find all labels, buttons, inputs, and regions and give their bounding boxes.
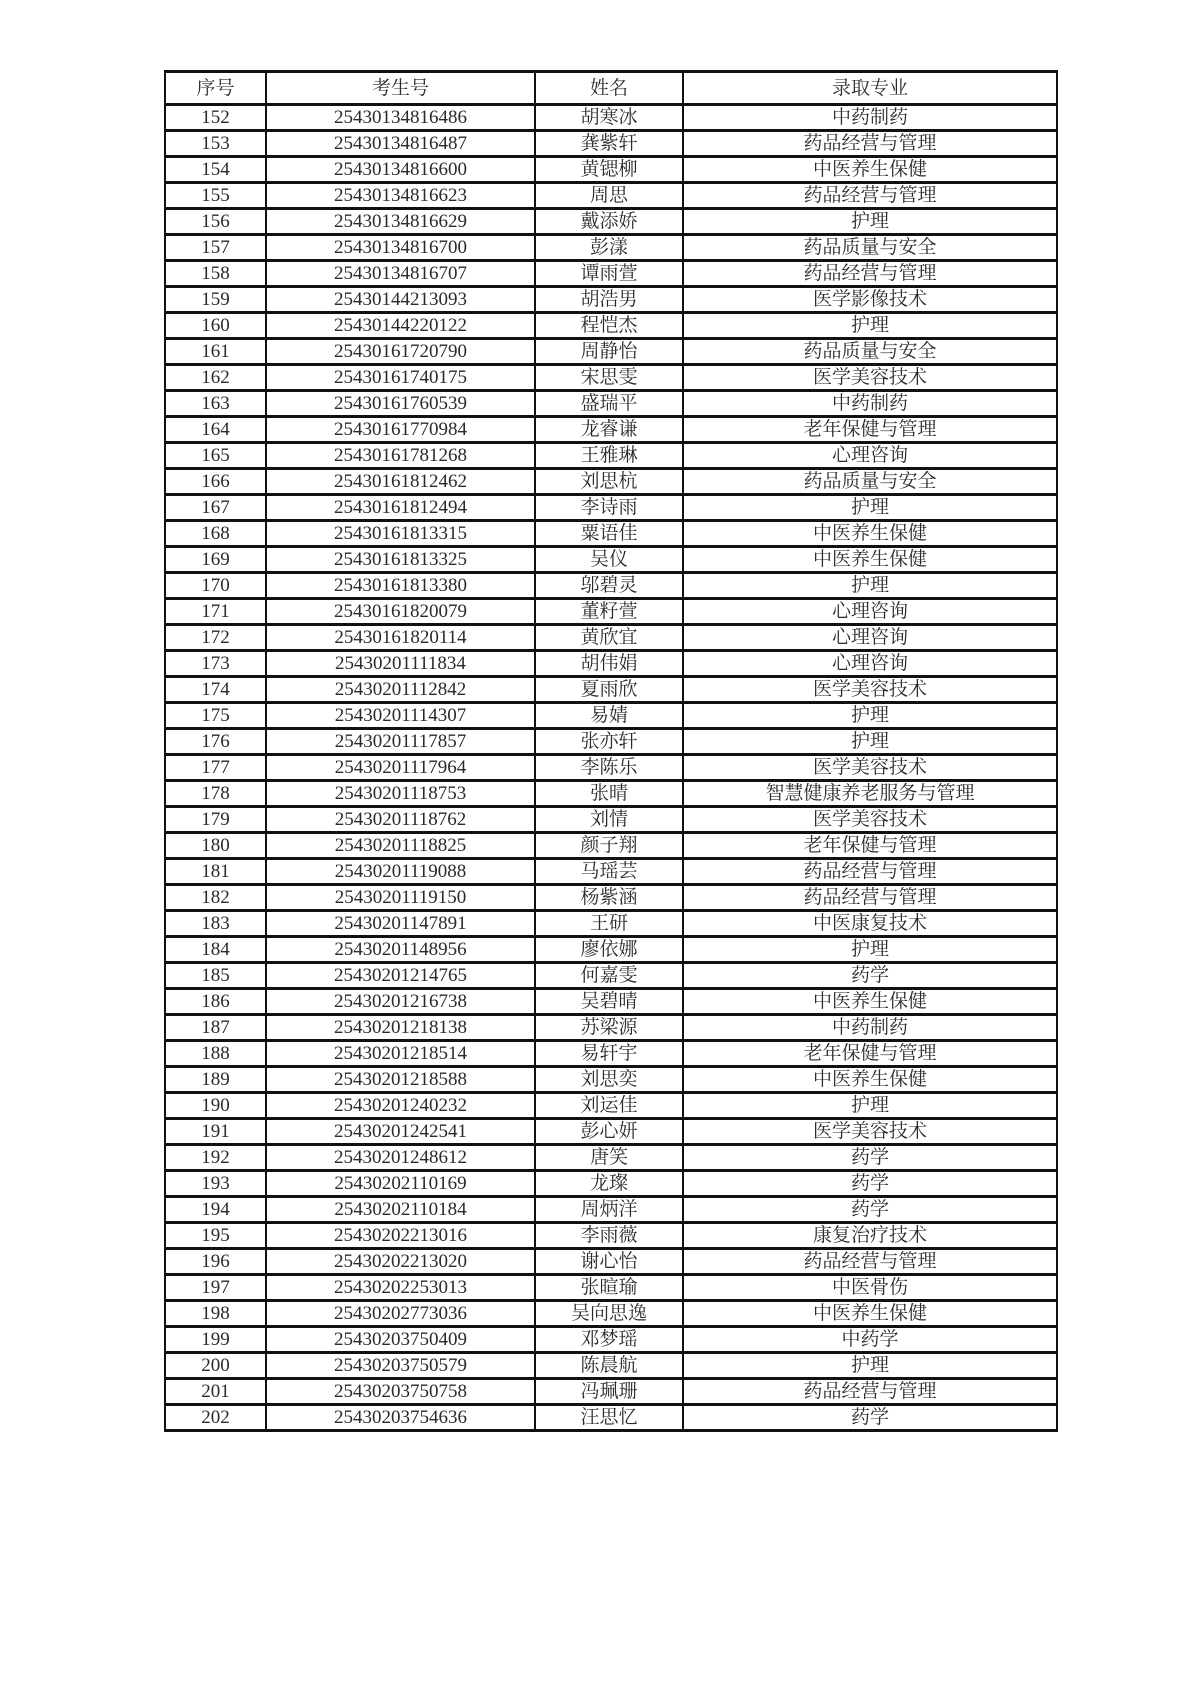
table-row [165, 573, 1057, 599]
cell-admitted-major: 药品经营与管理 [683, 1249, 1057, 1275]
cell-name: 胡伟娟 [535, 651, 683, 677]
cell-serial-number: 162 [165, 365, 266, 391]
cell-serial-number: 178 [165, 781, 266, 807]
table-header [165, 72, 1057, 105]
cell-serial-number: 183 [165, 911, 266, 937]
cell-candidate-number: 25430201218138 [266, 1015, 535, 1041]
cell-candidate-number: 25430201214765 [266, 963, 535, 989]
cell-name: 彭漾 [535, 235, 683, 261]
table-row [165, 313, 1057, 339]
cell-candidate-number: 25430201148956 [266, 937, 535, 963]
cell-name: 周思 [535, 183, 683, 209]
table-row [165, 703, 1057, 729]
cell-name: 谢心怡 [535, 1249, 683, 1275]
cell-name: 黄欣宜 [535, 625, 683, 651]
cell-serial-number: 161 [165, 339, 266, 365]
table-row [165, 287, 1057, 313]
cell-admitted-major: 药学 [683, 1171, 1057, 1197]
admission-table [164, 70, 1058, 1432]
table-row [165, 1379, 1057, 1405]
table-row [165, 989, 1057, 1015]
cell-serial-number: 168 [165, 521, 266, 547]
cell-candidate-number: 25430134816623 [266, 183, 535, 209]
cell-admitted-major: 医学美容技术 [683, 365, 1057, 391]
cell-candidate-number: 25430134816600 [266, 157, 535, 183]
cell-admitted-major: 药品经营与管理 [683, 183, 1057, 209]
cell-admitted-major: 康复治疗技术 [683, 1223, 1057, 1249]
cell-serial-number: 153 [165, 131, 266, 157]
cell-name: 周炳洋 [535, 1197, 683, 1223]
cell-admitted-major: 医学美容技术 [683, 1119, 1057, 1145]
table-row [165, 677, 1057, 703]
cell-name: 王雅琳 [535, 443, 683, 469]
cell-serial-number: 189 [165, 1067, 266, 1093]
cell-candidate-number: 25430144220122 [266, 313, 535, 339]
cell-admitted-major: 中医养生保健 [683, 1067, 1057, 1093]
cell-serial-number: 199 [165, 1327, 266, 1353]
cell-admitted-major: 护理 [683, 209, 1057, 235]
cell-serial-number: 167 [165, 495, 266, 521]
cell-name: 何嘉雯 [535, 963, 683, 989]
cell-serial-number: 179 [165, 807, 266, 833]
cell-name: 盛瑞平 [535, 391, 683, 417]
cell-name: 胡寒冰 [535, 105, 683, 131]
cell-admitted-major: 中医养生保健 [683, 1301, 1057, 1327]
cell-serial-number: 194 [165, 1197, 266, 1223]
cell-candidate-number: 25430203750409 [266, 1327, 535, 1353]
cell-admitted-major: 中医康复技术 [683, 911, 1057, 937]
table-row [165, 651, 1057, 677]
cell-candidate-number: 25430203750579 [266, 1353, 535, 1379]
table-row [165, 131, 1057, 157]
table-row [165, 1405, 1057, 1431]
table-row [165, 105, 1057, 131]
cell-serial-number: 181 [165, 859, 266, 885]
table-row [165, 1015, 1057, 1041]
cell-name: 刘思杭 [535, 469, 683, 495]
table-row [165, 1171, 1057, 1197]
cell-name: 龚紫轩 [535, 131, 683, 157]
cell-candidate-number: 25430161812494 [266, 495, 535, 521]
table-row [165, 807, 1057, 833]
cell-admitted-major: 护理 [683, 729, 1057, 755]
cell-name: 刘情 [535, 807, 683, 833]
cell-candidate-number: 25430201218588 [266, 1067, 535, 1093]
cell-admitted-major: 中医养生保健 [683, 521, 1057, 547]
cell-serial-number: 201 [165, 1379, 266, 1405]
cell-name: 刘运佳 [535, 1093, 683, 1119]
cell-candidate-number: 25430201119088 [266, 859, 535, 885]
cell-serial-number: 156 [165, 209, 266, 235]
cell-serial-number: 173 [165, 651, 266, 677]
table-row [165, 885, 1057, 911]
cell-candidate-number: 25430201218514 [266, 1041, 535, 1067]
table-row [165, 417, 1057, 443]
cell-name: 李诗雨 [535, 495, 683, 521]
cell-name: 马瑶芸 [535, 859, 683, 885]
table-row [165, 339, 1057, 365]
cell-admitted-major: 医学美容技术 [683, 755, 1057, 781]
table-row [165, 183, 1057, 209]
cell-admitted-major: 中药制药 [683, 105, 1057, 131]
cell-admitted-major: 中药制药 [683, 391, 1057, 417]
cell-name: 邓梦瑶 [535, 1327, 683, 1353]
cell-candidate-number: 25430161720790 [266, 339, 535, 365]
cell-serial-number: 152 [165, 105, 266, 131]
cell-candidate-number: 25430203750758 [266, 1379, 535, 1405]
cell-candidate-number: 25430161770984 [266, 417, 535, 443]
cell-name: 周静怡 [535, 339, 683, 365]
cell-name: 彭心妍 [535, 1119, 683, 1145]
cell-candidate-number: 25430202213016 [266, 1223, 535, 1249]
cell-serial-number: 200 [165, 1353, 266, 1379]
cell-name: 易婧 [535, 703, 683, 729]
cell-admitted-major: 心理咨询 [683, 599, 1057, 625]
cell-candidate-number: 25430161813325 [266, 547, 535, 573]
cell-serial-number: 195 [165, 1223, 266, 1249]
cell-name: 胡浩男 [535, 287, 683, 313]
table-row [165, 209, 1057, 235]
header-name: 姓名 [535, 72, 683, 105]
cell-name: 廖依娜 [535, 937, 683, 963]
table-row [165, 495, 1057, 521]
cell-name: 吴向思逸 [535, 1301, 683, 1327]
cell-admitted-major: 医学美容技术 [683, 677, 1057, 703]
header-admitted-major: 录取专业 [683, 72, 1057, 105]
cell-admitted-major: 老年保健与管理 [683, 417, 1057, 443]
cell-candidate-number: 25430161740175 [266, 365, 535, 391]
cell-name: 杨紫涵 [535, 885, 683, 911]
cell-name: 董籽萱 [535, 599, 683, 625]
cell-serial-number: 184 [165, 937, 266, 963]
cell-candidate-number: 25430134816486 [266, 105, 535, 131]
cell-serial-number: 188 [165, 1041, 266, 1067]
cell-admitted-major: 药品经营与管理 [683, 1379, 1057, 1405]
table-row [165, 833, 1057, 859]
cell-name: 程恺杰 [535, 313, 683, 339]
cell-name: 张暄瑜 [535, 1275, 683, 1301]
table-row [165, 1353, 1057, 1379]
cell-admitted-major: 药品质量与安全 [683, 339, 1057, 365]
cell-serial-number: 176 [165, 729, 266, 755]
cell-candidate-number: 25430161820114 [266, 625, 535, 651]
cell-serial-number: 155 [165, 183, 266, 209]
cell-name: 龙睿谦 [535, 417, 683, 443]
table-row [165, 469, 1057, 495]
cell-candidate-number: 25430201216738 [266, 989, 535, 1015]
cell-candidate-number: 25430202110184 [266, 1197, 535, 1223]
cell-serial-number: 175 [165, 703, 266, 729]
table-row [165, 911, 1057, 937]
cell-admitted-major: 药品质量与安全 [683, 235, 1057, 261]
cell-admitted-major: 中药学 [683, 1327, 1057, 1353]
cell-name: 李陈乐 [535, 755, 683, 781]
cell-serial-number: 159 [165, 287, 266, 313]
cell-serial-number: 198 [165, 1301, 266, 1327]
table-row [165, 625, 1057, 651]
cell-admitted-major: 护理 [683, 1353, 1057, 1379]
cell-serial-number: 174 [165, 677, 266, 703]
cell-serial-number: 177 [165, 755, 266, 781]
cell-candidate-number: 25430202253013 [266, 1275, 535, 1301]
cell-name: 邬碧灵 [535, 573, 683, 599]
cell-admitted-major: 护理 [683, 937, 1057, 963]
cell-admitted-major: 中医养生保健 [683, 547, 1057, 573]
table-row [165, 1223, 1057, 1249]
cell-candidate-number: 25430201114307 [266, 703, 535, 729]
cell-admitted-major: 中医骨伤 [683, 1275, 1057, 1301]
cell-admitted-major: 药学 [683, 1145, 1057, 1171]
cell-candidate-number: 25430134816487 [266, 131, 535, 157]
cell-admitted-major: 中医养生保健 [683, 157, 1057, 183]
cell-admitted-major: 老年保健与管理 [683, 833, 1057, 859]
table-row [165, 1327, 1057, 1353]
cell-serial-number: 164 [165, 417, 266, 443]
cell-candidate-number: 25430202110169 [266, 1171, 535, 1197]
cell-serial-number: 171 [165, 599, 266, 625]
cell-candidate-number: 25430203754636 [266, 1405, 535, 1431]
cell-admitted-major: 中药制药 [683, 1015, 1057, 1041]
table-row [165, 1197, 1057, 1223]
cell-admitted-major: 药品经营与管理 [683, 261, 1057, 287]
table-row [165, 755, 1057, 781]
table-row [165, 235, 1057, 261]
cell-serial-number: 186 [165, 989, 266, 1015]
cell-name: 戴添娇 [535, 209, 683, 235]
table-row [165, 521, 1057, 547]
table-row [165, 937, 1057, 963]
cell-candidate-number: 25430201118762 [266, 807, 535, 833]
table-row [165, 1041, 1057, 1067]
header-serial-number: 序号 [165, 72, 266, 105]
table-row [165, 547, 1057, 573]
cell-name: 粟语佳 [535, 521, 683, 547]
cell-name: 唐笑 [535, 1145, 683, 1171]
cell-admitted-major: 药学 [683, 1405, 1057, 1431]
cell-admitted-major: 老年保健与管理 [683, 1041, 1057, 1067]
table-row [165, 1119, 1057, 1145]
cell-serial-number: 202 [165, 1405, 266, 1431]
cell-serial-number: 157 [165, 235, 266, 261]
cell-candidate-number: 25430201248612 [266, 1145, 535, 1171]
cell-admitted-major: 中医养生保健 [683, 989, 1057, 1015]
cell-name: 苏梁源 [535, 1015, 683, 1041]
cell-name: 冯珮珊 [535, 1379, 683, 1405]
cell-admitted-major: 药品经营与管理 [683, 859, 1057, 885]
table-row [165, 391, 1057, 417]
cell-admitted-major: 护理 [683, 1093, 1057, 1119]
cell-serial-number: 191 [165, 1119, 266, 1145]
table-row [165, 261, 1057, 287]
cell-candidate-number: 25430161812462 [266, 469, 535, 495]
cell-candidate-number: 25430161813315 [266, 521, 535, 547]
cell-candidate-number: 25430201117964 [266, 755, 535, 781]
cell-admitted-major: 护理 [683, 313, 1057, 339]
cell-admitted-major: 护理 [683, 573, 1057, 599]
header-row [165, 72, 1057, 105]
table-row [165, 365, 1057, 391]
cell-name: 谭雨萱 [535, 261, 683, 287]
cell-admitted-major: 心理咨询 [683, 443, 1057, 469]
table-row [165, 729, 1057, 755]
cell-name: 王研 [535, 911, 683, 937]
cell-candidate-number: 25430161781268 [266, 443, 535, 469]
table-row [165, 1275, 1057, 1301]
cell-serial-number: 193 [165, 1171, 266, 1197]
cell-candidate-number: 25430201240232 [266, 1093, 535, 1119]
cell-serial-number: 172 [165, 625, 266, 651]
cell-name: 李雨薇 [535, 1223, 683, 1249]
admission-table-body [165, 105, 1057, 1431]
cell-candidate-number: 25430201112842 [266, 677, 535, 703]
cell-candidate-number: 25430201242541 [266, 1119, 535, 1145]
table-row [165, 443, 1057, 469]
table-row [165, 1067, 1057, 1093]
cell-serial-number: 154 [165, 157, 266, 183]
cell-name: 陈晨航 [535, 1353, 683, 1379]
cell-serial-number: 197 [165, 1275, 266, 1301]
table-row [165, 1249, 1057, 1275]
cell-name: 汪思忆 [535, 1405, 683, 1431]
cell-name: 张晴 [535, 781, 683, 807]
cell-admitted-major: 药品经营与管理 [683, 131, 1057, 157]
cell-candidate-number: 25430201118753 [266, 781, 535, 807]
cell-serial-number: 169 [165, 547, 266, 573]
cell-name: 易轩宇 [535, 1041, 683, 1067]
cell-candidate-number: 25430134816700 [266, 235, 535, 261]
cell-serial-number: 180 [165, 833, 266, 859]
cell-candidate-number: 25430201111834 [266, 651, 535, 677]
cell-name: 刘思奕 [535, 1067, 683, 1093]
cell-admitted-major: 心理咨询 [683, 625, 1057, 651]
header-candidate-number: 考生号 [266, 72, 535, 105]
table-row [165, 599, 1057, 625]
cell-serial-number: 165 [165, 443, 266, 469]
cell-serial-number: 160 [165, 313, 266, 339]
cell-admitted-major: 医学美容技术 [683, 807, 1057, 833]
table-row [165, 859, 1057, 885]
cell-candidate-number: 25430161820079 [266, 599, 535, 625]
table-row [165, 157, 1057, 183]
cell-serial-number: 185 [165, 963, 266, 989]
table-row [165, 1145, 1057, 1171]
cell-candidate-number: 25430134816629 [266, 209, 535, 235]
cell-name: 吴仪 [535, 547, 683, 573]
cell-admitted-major: 药品经营与管理 [683, 885, 1057, 911]
cell-name: 颜子翔 [535, 833, 683, 859]
cell-admitted-major: 护理 [683, 703, 1057, 729]
cell-serial-number: 187 [165, 1015, 266, 1041]
cell-serial-number: 163 [165, 391, 266, 417]
cell-candidate-number: 25430202773036 [266, 1301, 535, 1327]
cell-serial-number: 196 [165, 1249, 266, 1275]
table-row [165, 1301, 1057, 1327]
cell-candidate-number: 25430201147891 [266, 911, 535, 937]
table-row [165, 963, 1057, 989]
cell-admitted-major: 药品质量与安全 [683, 469, 1057, 495]
cell-name: 龙璨 [535, 1171, 683, 1197]
cell-candidate-number: 25430201117857 [266, 729, 535, 755]
cell-name: 夏雨欣 [535, 677, 683, 703]
cell-candidate-number: 25430144213093 [266, 287, 535, 313]
cell-name: 宋思雯 [535, 365, 683, 391]
cell-name: 吴碧晴 [535, 989, 683, 1015]
cell-serial-number: 158 [165, 261, 266, 287]
cell-candidate-number: 25430201118825 [266, 833, 535, 859]
cell-name: 黄锶柳 [535, 157, 683, 183]
cell-candidate-number: 25430161760539 [266, 391, 535, 417]
cell-serial-number: 190 [165, 1093, 266, 1119]
table-row [165, 1093, 1057, 1119]
cell-admitted-major: 药学 [683, 1197, 1057, 1223]
cell-serial-number: 182 [165, 885, 266, 911]
cell-admitted-major: 心理咨询 [683, 651, 1057, 677]
cell-candidate-number: 25430201119150 [266, 885, 535, 911]
cell-serial-number: 192 [165, 1145, 266, 1171]
cell-candidate-number: 25430134816707 [266, 261, 535, 287]
cell-admitted-major: 护理 [683, 495, 1057, 521]
cell-admitted-major: 药学 [683, 963, 1057, 989]
cell-candidate-number: 25430202213020 [266, 1249, 535, 1275]
cell-serial-number: 170 [165, 573, 266, 599]
cell-admitted-major: 医学影像技术 [683, 287, 1057, 313]
cell-serial-number: 166 [165, 469, 266, 495]
cell-name: 张亦轩 [535, 729, 683, 755]
table-row [165, 781, 1057, 807]
cell-candidate-number: 25430161813380 [266, 573, 535, 599]
cell-admitted-major: 智慧健康养老服务与管理 [683, 781, 1057, 807]
